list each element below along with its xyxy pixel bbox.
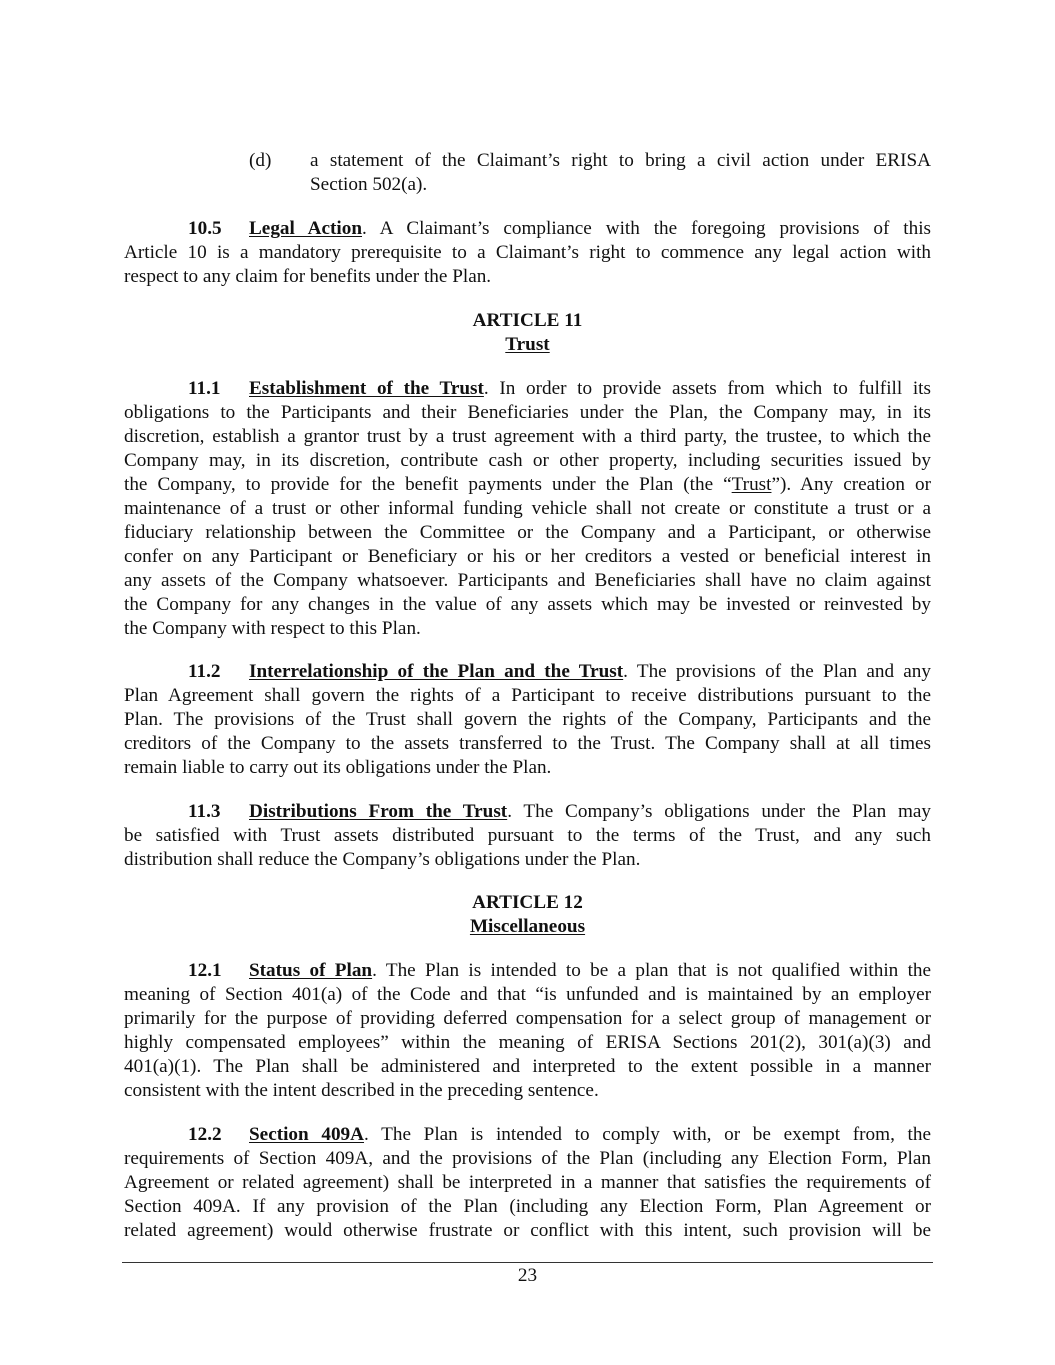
section-12-2-line: related agreement) would otherwise frustrate or conflict with this intent, such provision will be: [124, 1220, 931, 1241]
section-10-5-line: Article 10 is a mandatory prerequisite to a Claimant’s right to commence any legal action with: [124, 242, 931, 263]
section-11-3-line: be satisfied with Trust assets distributed pursuant to the terms of the Trust, and any such: [124, 825, 931, 846]
section-12-1-line: consistent with the intent described in the preceding sentence.: [124, 1080, 599, 1101]
section-11-1-line: obligations to the Participants and their Beneficiaries under the Plan, the Company may, in its: [124, 402, 931, 423]
section-text: . The Company’s obligations under the Plan may: [507, 801, 931, 822]
section-number: 10.5: [188, 218, 222, 239]
defined-term: Trust: [731, 474, 772, 495]
article-12-subtitle: [124, 915, 931, 939]
section-11-3-first-line: [188, 800, 931, 824]
section-number: 12.2: [188, 1124, 222, 1145]
section-heading: Distributions From the Trust: [249, 801, 508, 822]
section-heading: Section 409A: [249, 1124, 365, 1145]
section-12-1-line: primarily for the purpose of providing deferred compensation for a select group of management or: [124, 1008, 931, 1029]
section-11-1-line: the Company with respect to this Plan.: [124, 618, 421, 639]
section-10-5-line: respect to any claim for benefits under the Plan.: [124, 266, 492, 287]
section-11-1-line-defined-term: [124, 473, 931, 497]
section-11-1-first-line: [188, 377, 931, 401]
article-subtitle-text: Miscellaneous: [469, 916, 586, 937]
section-number: 11.3: [188, 801, 221, 822]
section-text: . The Plan is intended to comply with, or be exempt from, the: [364, 1124, 931, 1145]
section-heading: Establishment of the Trust: [249, 378, 484, 399]
section-11-2-line: creditors of the Company to the assets transferred to the Trust. The Company shall at all times: [124, 733, 931, 754]
section-11-1-line: discretion, establish a grantor trust by a trust agreement with a third party, the trustee, to which the: [124, 426, 931, 447]
section-11-3-line: distribution shall reduce the Company’s obligations under the Plan.: [124, 849, 641, 870]
section-11-1-line: the Company for any changes in the value of any assets which may be invested or reinvested by: [124, 594, 931, 615]
section-12-1-first-line: [188, 959, 931, 983]
footer-divider: [122, 1262, 933, 1263]
section-12-2-line: requirements of Section 409A, and the provisions of the Plan (including any Election Form, Plan: [124, 1148, 931, 1169]
page-number: 23: [517, 1265, 538, 1286]
section-heading: Legal Action: [249, 218, 363, 239]
section-text: . A Claimant’s compliance with the foregoing provisions of this: [362, 218, 931, 239]
section-11-2-line: Plan. The provisions of the Trust shall govern the rights of the Company, Participants and the: [124, 709, 931, 730]
section-text: . The Plan is intended to be a plan that is not qualified within the: [372, 960, 932, 981]
section-12-1-line: 401(a)(1). The Plan shall be administered and interpreted to the extent possible in a manner: [124, 1056, 931, 1077]
list-item-label: (d): [249, 150, 272, 171]
section-11-2-line: remain liable to carry out its obligations under the Plan.: [124, 757, 552, 778]
article-11-subtitle: [124, 333, 931, 357]
section-text: . The provisions of the Plan and any: [623, 661, 931, 682]
section-10-5-first-line: [188, 217, 931, 241]
section-12-1-line: meaning of Section 401(a) of the Code and that “is unfunded and is maintained by an employer: [124, 984, 931, 1005]
section-heading: Status of Plan: [249, 960, 373, 981]
section-number: 11.2: [188, 661, 221, 682]
list-item-text-line: Section 502(a).: [310, 174, 428, 195]
section-12-1-line: highly compensated employees” within the meaning of ERISA Sections 201(2), 301(a)(3) and: [124, 1032, 931, 1053]
section-heading: Interrelationship of the Plan and the Trust: [249, 661, 624, 682]
section-12-2-line: Section 409A. If any provision of the Plan (including any Election Form, Plan Agreement or: [124, 1196, 931, 1217]
section-11-1-line: fiduciary relationship between the Committee or the Company and a Participant, or otherwise: [124, 522, 931, 543]
article-subtitle-text: Trust: [505, 334, 550, 355]
section-text: ”). Any creation or: [771, 474, 931, 495]
article-11-title: ARTICLE 11: [472, 310, 583, 331]
section-11-1-line: confer on any Participant or Beneficiary or his or her creditors a vested or beneficial interest in: [124, 546, 931, 567]
section-11-2-line: Plan Agreement shall govern the rights of a Participant to receive distributions pursuant to the: [124, 685, 931, 706]
section-11-2-first-line: [188, 660, 931, 684]
section-11-1-line: Company may, in its discretion, contribute cash or other property, including securities issued by: [124, 450, 931, 471]
section-number: 12.1: [188, 960, 222, 981]
section-text: the Company, to provide for the benefit payments under the Plan (the “: [124, 474, 732, 495]
article-12-title: ARTICLE 12: [472, 892, 583, 913]
list-item-text-line: a statement of the Claimant’s right to bring a civil action under ERISA: [310, 150, 931, 171]
section-12-2-first-line: [188, 1123, 931, 1147]
section-12-2-line: Agreement or related agreement) shall be interpreted in a manner that satisfies the requirements of: [124, 1172, 931, 1193]
section-11-1-line: maintenance of a trust or other informal funding vehicle shall not create or constitute a trust or a: [124, 498, 931, 519]
section-text: . In order to provide assets from which to fulfill its: [483, 378, 931, 399]
section-number: 11.1: [188, 378, 221, 399]
section-11-1-line: any assets of the Company whatsoever. Participants and Beneficiaries shall have no claim against: [124, 570, 931, 591]
